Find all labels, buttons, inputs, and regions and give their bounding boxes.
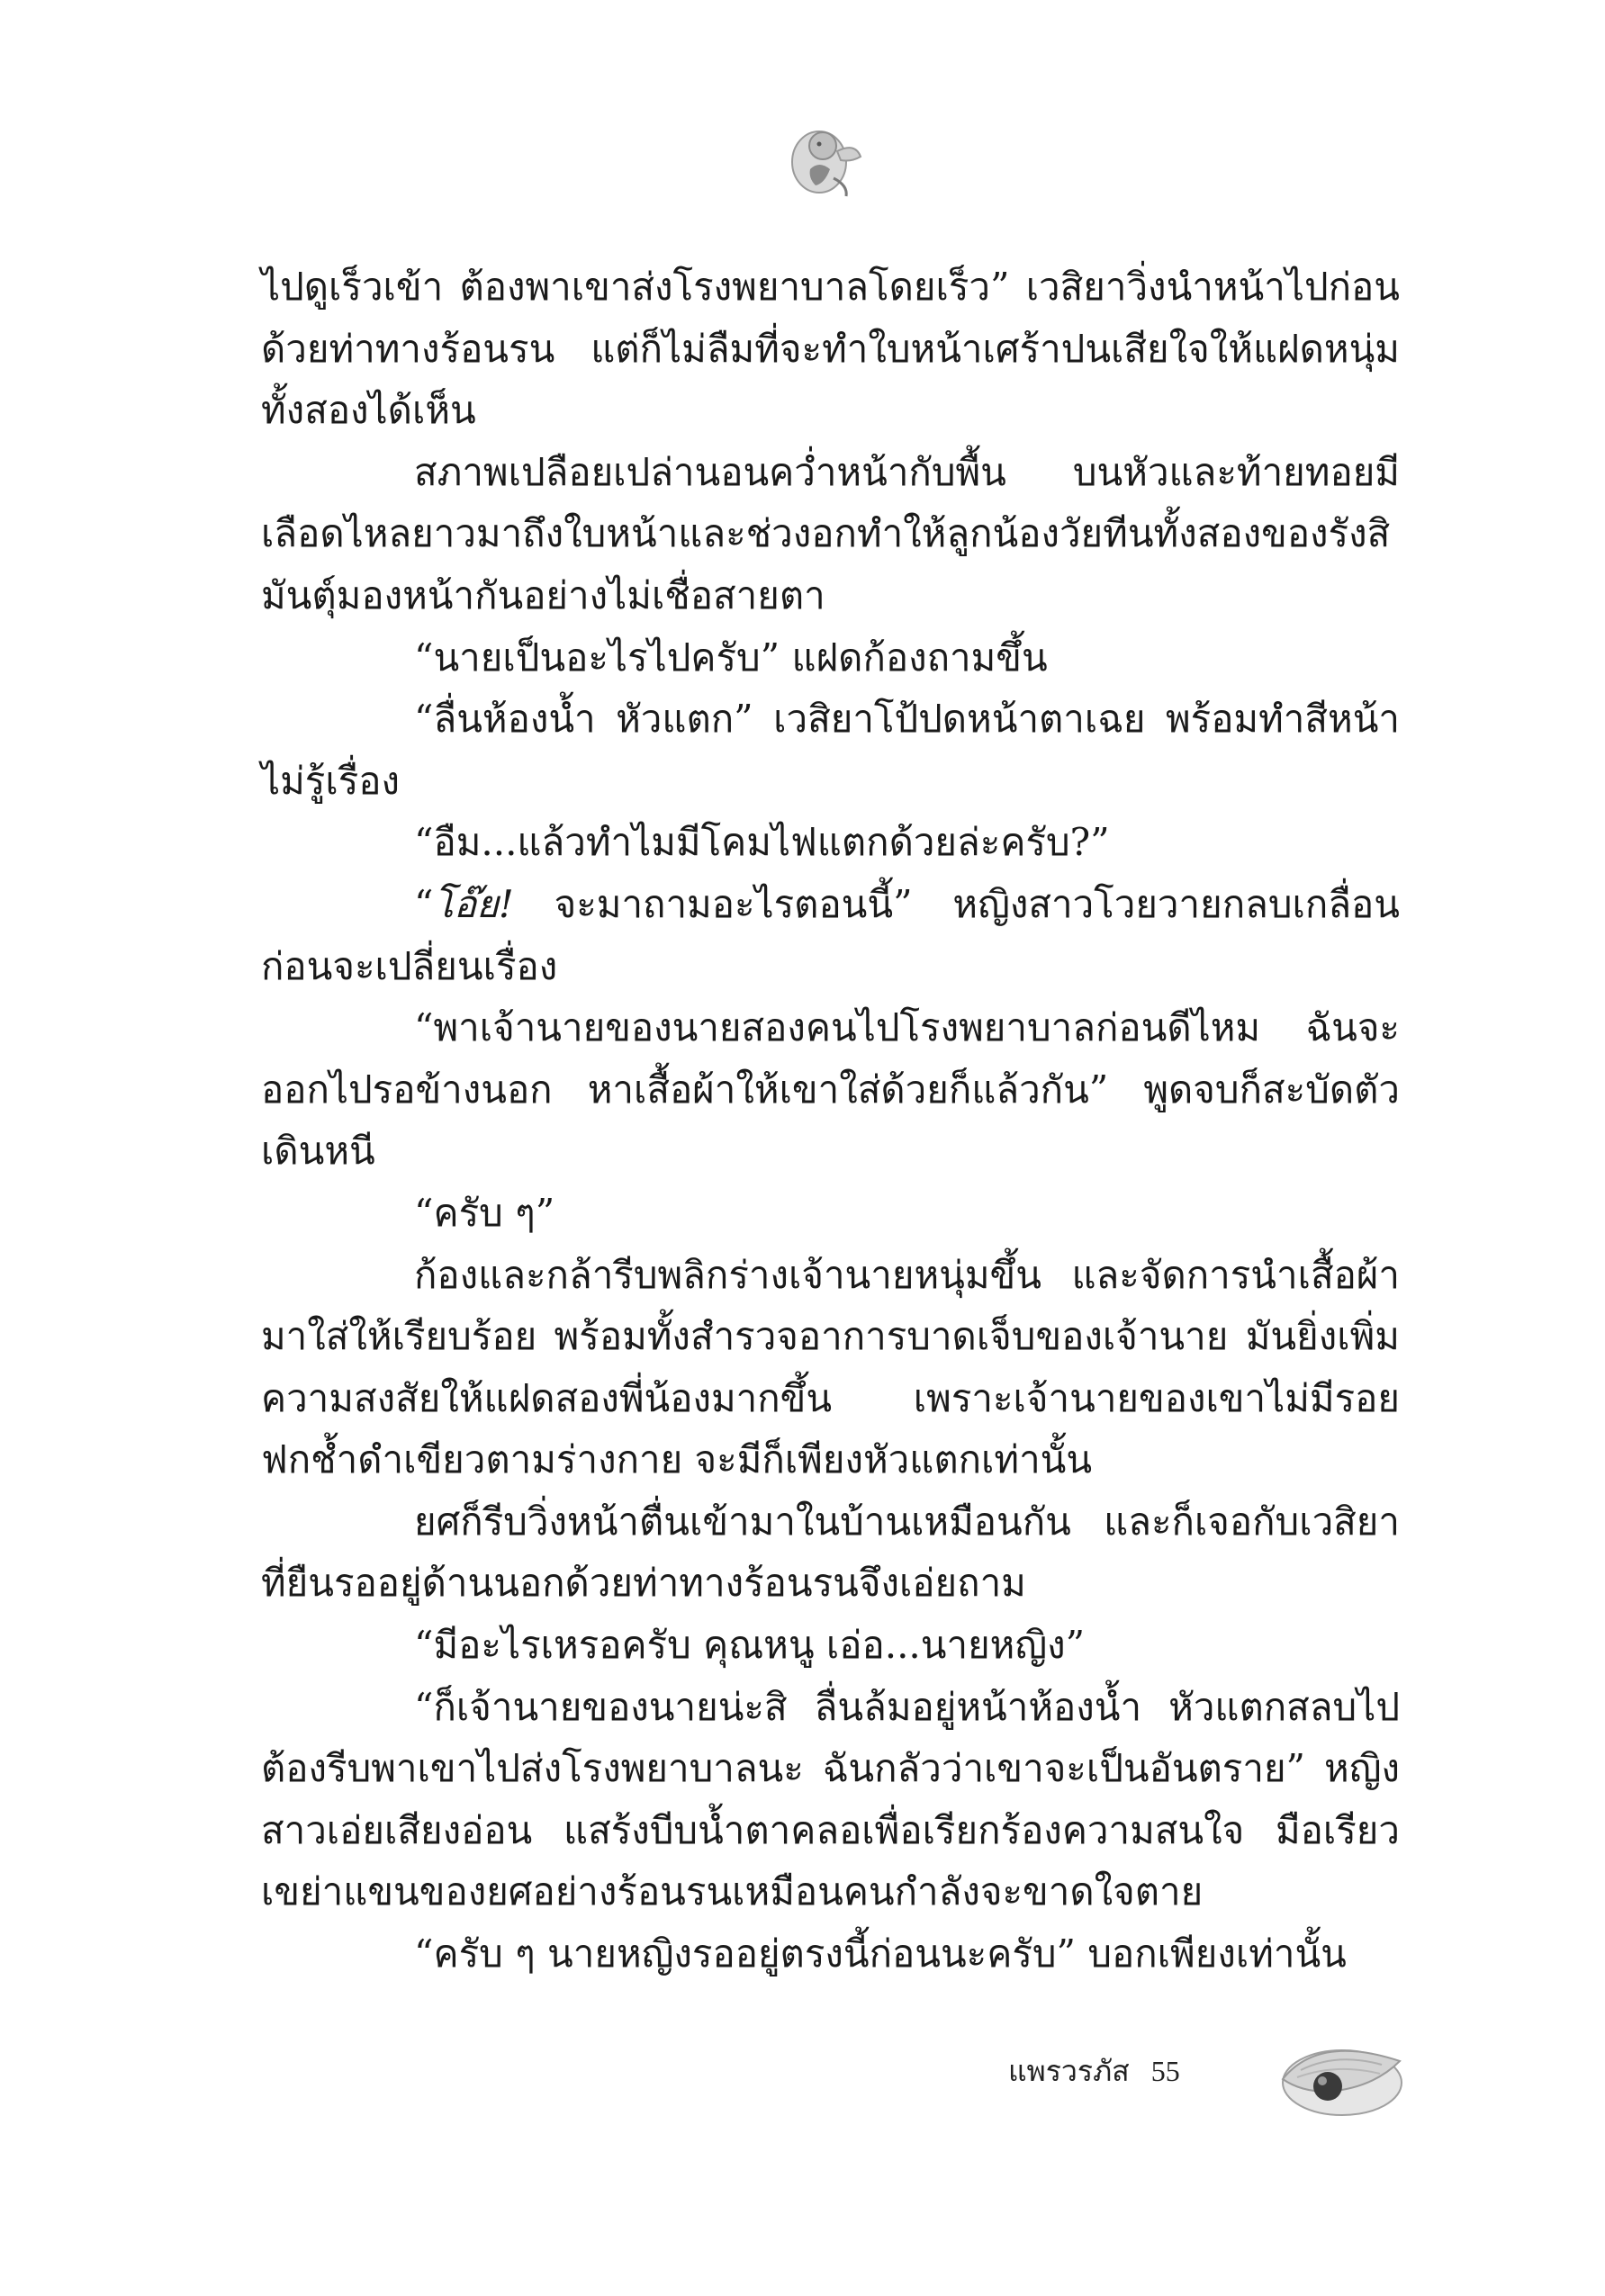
dialogue-line: “ครับ ๆ นายหญิงรออยู่ตรงนี้ก่อนนะครับ” บอกเพียงเท่านั้น [414,1931,1347,1976]
paragraph: สภาพเปลือยเปล่านอนคว่ำหน้ากับพื้น บนหัวและท้ายทอยมีเลือดไหลยาวมาถึงใบหน้าและช่วงอกทำให้ลูกน้องวัยทีนทั้งสองของรังสิมันตุ์มองหน้ากันอย่างไม่เชื่อสายตา [261,449,1400,617]
italic-exclamation: โอ๊ย! [433,881,514,926]
dialogue-line [261,874,1400,997]
dialogue-line: “อืม...แล้วทำไมมีโคมไฟแตกด้วยล่ะครับ?” [414,820,1110,865]
dialogue-text: จะมาถามอะไรตอนนี้” หญิงสาวโวยวายกลบเกลื่อนก่อนจะเปลี่ยนเรื่อง [261,881,1400,988]
dialogue-line: “ครับ ๆ” [414,1190,555,1235]
page-footer [1008,2039,1180,2103]
cupid-ornament-icon [783,115,870,202]
page-number: 55 [1150,2054,1180,2087]
dialogue-line: “นายเป็นอะไรไปครับ” แฝดก้องถามขึ้น [414,635,1048,680]
paragraph: ก้องและกล้ารีบพลิกร่างเจ้านายหนุ่มขึ้น และจัดการนำเสื้อผ้ามาใส่ให้เรียบร้อย พร้อมทั้งสำรวจอาการบาดเจ็บของเจ้านาย มันยิ่งเพิ่มความสงสัยให้แฝดสองพี่น้องมากขึ้น เพราะเจ้านายของเขาไม่มีรอยฟกช้ำดำเขียวตามร่างกาย จะมีก็เพียงหัวแตกเท่านั้น [261,1252,1400,1482]
open-quote: “ [414,881,434,926]
body-text [261,257,1400,1985]
dialogue-line: “ก็เจ้านายของนายน่ะสิ ลื่นล้มอยู่หน้าห้องน้ำ หัวแตกสลบไปต้องรีบพาเขาไปส่งโรงพยาบาลนะ ฉันกลัวว่าเขาจะเป็นอันตราย” หญิงสาวเอ่ยเสียงอ่อน แสร้งบีบน้ำตาคลอเพื่อเรียกร้องความสนใจ มือเรียวเขย่าแขนของยศอย่างร้อนรนเหมือนคนกำลังจะขาดใจตาย [261,1684,1400,1914]
dialogue-line: “พาเจ้านายของนายสองคนไปโรงพยาบาลก่อนดีไหม ฉันจะออกไปรอข้างนอก หาเสื้อผ้าให้เขาใส่ด้วยก็แล้วกัน” พูดจบก็สะบัดตัวเดินหนี [261,1005,1400,1174]
author-name: แพรวรภัส [1008,2053,1130,2088]
dialogue-line: “มีอะไรเหรอครับ คุณหนู เอ่อ...นายหญิง” [414,1623,1086,1668]
paragraph: ยศก็รีบวิ่งหน้าตื่นเข้ามาในบ้านเหมือนกัน และก็เจอกับเวสิยาที่ยืนรออยู่ด้านนอกด้วยท่าทางร้อนรนจึงเอ่ยถาม [261,1499,1400,1606]
pearl-shell-icon [1265,2025,1409,2124]
dialogue-line: “ลื่นห้องน้ำ หัวแตก” เวสิยาโป้ปดหน้าตาเฉย พร้อมทำสีหน้าไม่รู้เรื่อง [261,697,1400,803]
paragraph: ไปดูเร็วเข้า ต้องพาเขาส่งโรงพยาบาลโดยเร็ว” เวสิยาวิ่งนำหน้าไปก่อนด้วยท่าทางร้อนรน แต่ก็ไม่ลืมที่จะทำใบหน้าเศร้าปนเสียใจให้แฝดหนุ่มทั้งสองได้เห็น [261,265,1400,433]
